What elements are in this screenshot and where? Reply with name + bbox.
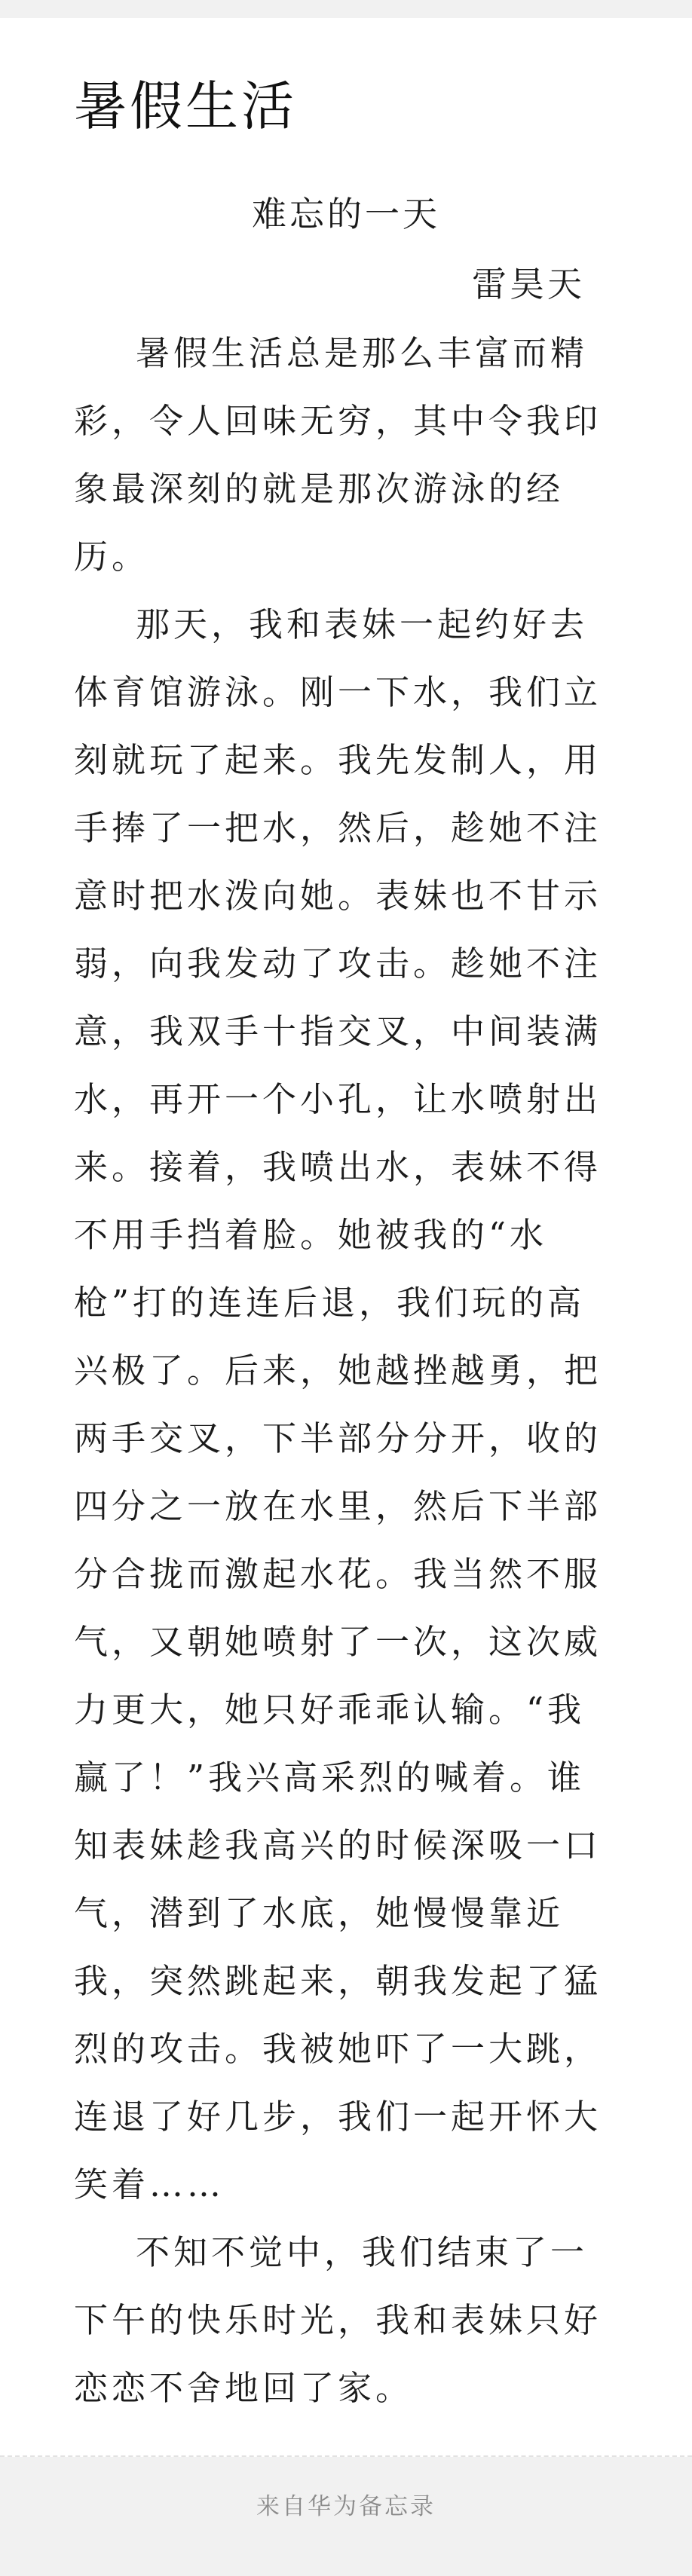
paragraph-2: 那天，我和表妹一起约好去体育馆游泳。刚一下水，我们立刻就玩了起来。我先发制人，用手捧了一把水，然后，趁她不注意时把水泼向她。表妹也不甘示弱，向我发动了攻击。趁她不注意，我双手十指交叉，中间装满水，再开一个小孔，让水喷射出来。接着，我喷出水，表妹不得不用手挡着脸。她被我的“水枪”打的连连后退，我们玩的高兴极了。后来，她越挫越勇，把两手交叉，下半部分分开，收的四分之一放在水里，然后下半部分合拢而激起水花。我当然不服气，又朝她喷射了一次，这次威力更大，她只好乖乖认输。“我赢了！”我兴高采烈的喊着。谁知表妹趁我高兴的时候深吸一口气，潜到了水底，她慢慢靠近我，突然跳起来，朝我发起了猛烈的攻击。我被她吓了一大跳，连退了好几步，我们一起开怀大笑着……: [74, 604, 602, 2204]
author-name: 雷昊天: [472, 264, 585, 304]
essay-subtitle: 难忘的一天: [252, 194, 440, 234]
paragraph-1: 暑假生活总是那么丰富而精彩，令人回味无穷，其中令我印象最深刻的就是那次游泳的经历。: [74, 333, 602, 577]
paragraph-3: 不知不觉中，我们结束了一下午的快乐时光，我和表妹只好恋恋不舍地回了家。: [74, 2232, 602, 2408]
source-footer: 来自华为备忘录: [256, 2493, 436, 2520]
note-body: [74, 320, 618, 2422]
note-title: 暑假生活: [74, 75, 297, 137]
note-page: [0, 18, 692, 2457]
